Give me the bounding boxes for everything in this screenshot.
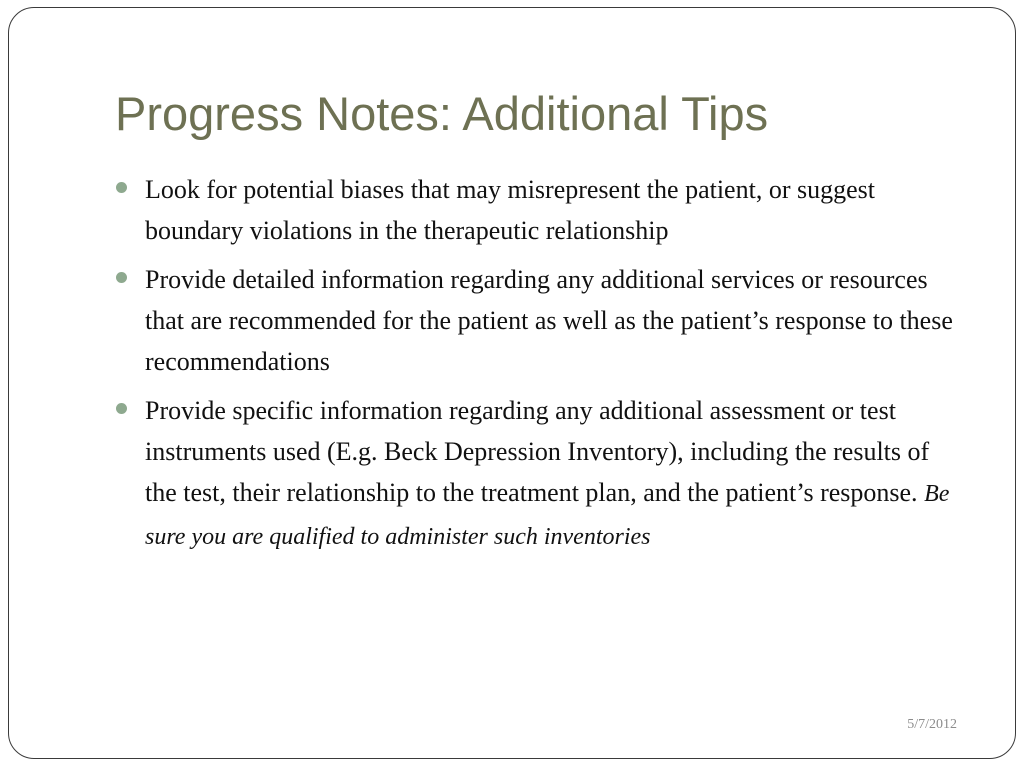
bullet-text: Look for potential biases that may misrepresent the patient, or suggest boundary violations in the therapeutic relationship — [145, 175, 875, 245]
circle-bullet-icon — [116, 182, 127, 193]
footer-date: 5/7/2012 — [907, 717, 957, 732]
circle-bullet-icon — [116, 403, 127, 414]
bullet-item — [116, 390, 966, 558]
bullet-list — [116, 169, 966, 566]
qualification-note: Be sure you are qualified to administer such inventories — [145, 481, 950, 550]
bullet-text: Provide specific information regarding any additional assessment or test instruments used (E.g. Beck Depression Inventory), including the results of the test, their relationship to the treatment plan, and the patient’s response. — [145, 396, 930, 507]
slide-title: Progress Notes: Additional Tips — [115, 87, 769, 140]
bullet-text: Provide detailed information regarding any additional services or resources that are recommended for the patient as well as the patient’s response to these recommendations — [145, 265, 953, 376]
circle-bullet-icon — [116, 272, 127, 283]
bullet-item — [116, 259, 966, 382]
bullet-item — [116, 169, 966, 251]
slide-frame — [8, 7, 1016, 759]
